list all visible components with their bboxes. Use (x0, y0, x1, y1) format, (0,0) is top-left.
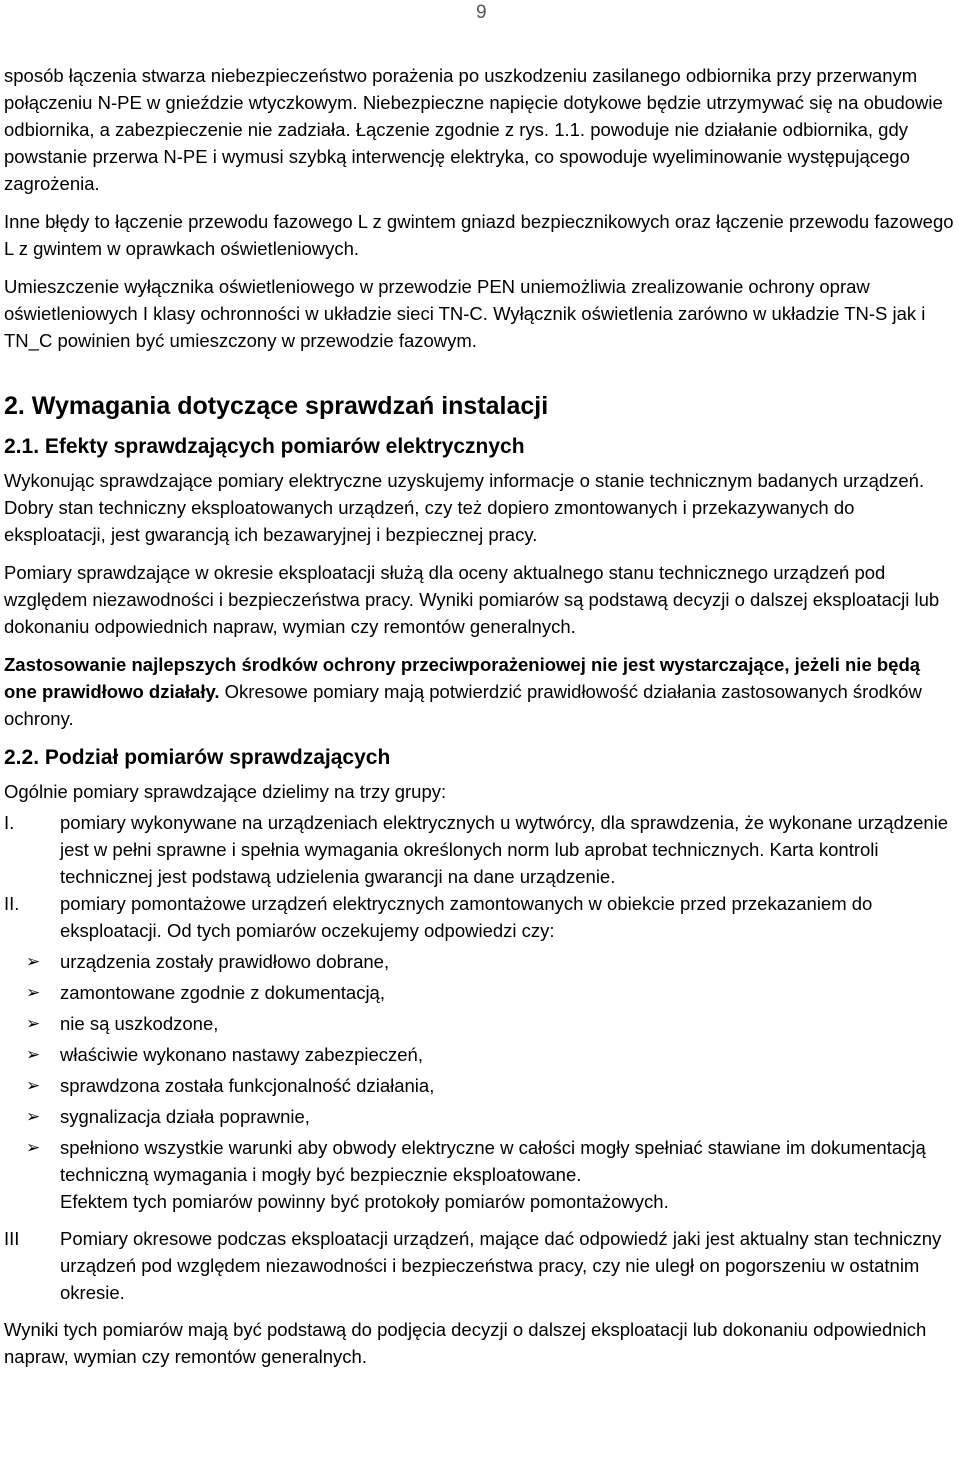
arrowhead-bullet-icon: ➢ (26, 1076, 41, 1095)
group-2-effect: Efektem tych pomiarów powinny być protokoły pomiarów pomontażowych. (60, 1191, 669, 1212)
arrowhead-bullet-icon: ➢ (26, 1107, 41, 1126)
paragraph-periodic-measurements: Pomiary sprawdzające w okresie eksploatacji służą dla oceny aktualnego stanu technicznego urządzeń pod względem niezawodności i bezpieczeństwa pracy. Wyniki pomiarów są podstawą decyzji o dalszej eksploatacji lub dokonaniu odpowiednich napraw, wymian czy remontów generalnych. (4, 562, 940, 637)
list-item-text: spełniono wszystkie warunki aby obwody elektryczne w całości mogły spełniać stawiane im dokumentacją techniczną wymagania i mogły być bezpiecznie eksploatowane. (60, 1137, 926, 1185)
group-text: pomiary wykonywane na urządzeniach elektrycznych u wytwórcy, dla sprawdzenia, że wykonane urządzenie jest w pełni sprawne i spełnia wymagania określonych norm lub aprobat technicznych. Karta kontroli technicznej jest podstawą udzielenia gwarancji na dane urządzenie. (60, 812, 949, 887)
paragraph-conclusion: Wyniki tych pomiarów mają być podstawą do podjęcia decyzji o dalszej eksploatacji lub dokonaniu odpowiednich napraw, wymian czy remontów generalnych. (4, 1319, 927, 1367)
paragraph-measurements-info: Wykonując sprawdzające pomiary elektryczne uzyskujemy informacje o stanie technicznym badanych urządzeń. Dobry stan techniczny eksploatowanych urządzeń, czy też dopiero zmontowanych i przekazywanych do eksploatacji, jest gwarancją ich bezawaryjnej i bezpiecznej pracy. (4, 470, 925, 545)
paragraph-protection-warning (4, 651, 956, 732)
list-item-text: zamontowane zgodnie z dokumentacją, (60, 982, 385, 1003)
measurement-group-2 (4, 890, 956, 944)
list-item-text: właściwie wykonano nastawy zabezpieczeń, (60, 1044, 423, 1065)
arrowhead-bullet-icon: ➢ (26, 1138, 41, 1157)
list-item (4, 1134, 956, 1188)
measurement-group-3 (4, 1225, 956, 1306)
list-item (4, 948, 956, 975)
list-item-text: sygnalizacja działa poprawnie, (60, 1106, 310, 1127)
list-item-text: nie są uszkodzone, (60, 1013, 219, 1034)
list-item (4, 1041, 956, 1068)
paragraph-other-errors: Inne błędy to łączenie przewodu fazowego L z gwintem gniazd bezpiecznikowych oraz łączenie przewodu fazowego L z gwintem w oprawkach oświetleniowych. (4, 211, 954, 259)
list-item (4, 1010, 956, 1037)
list-item (4, 1072, 956, 1099)
arrowhead-bullet-icon: ➢ (26, 1014, 41, 1033)
list-item (4, 979, 956, 1006)
section-2-2-heading: 2.2. Podział pomiarów sprawdzających (4, 746, 391, 769)
section-2-1-heading: 2.1. Efekty sprawdzających pomiarów elektrycznych (4, 435, 525, 458)
list-item-text: urządzenia zostały prawidłowo dobrane, (60, 951, 390, 972)
section-2-heading: 2. Wymagania dotyczące sprawdzań instalacji (4, 392, 549, 420)
group-number: II. (4, 893, 20, 914)
arrowhead-bullet-icon: ➢ (26, 952, 41, 971)
arrowhead-bullet-icon: ➢ (26, 1045, 41, 1064)
group-number: III (4, 1228, 20, 1249)
expectations-list (4, 948, 956, 1188)
group-number: I. (4, 812, 15, 833)
list-item-text: sprawdzona została funkcjonalność działania, (60, 1075, 435, 1096)
measurement-group-1 (4, 809, 956, 890)
protection-warning-bold: Zastosowanie najlepszych środków ochrony przeciwporażeniowej nie jest wystarczające, jeżeli nie będą one prawidłowo działały. (4, 654, 921, 702)
page-number: 9 (476, 2, 487, 23)
paragraph-switch-placement: Umieszczenie wyłącznika oświetleniowego w przewodzie PEN uniemożliwia zrealizowanie ochrony opraw oświetleniowych I klasy ochronności w układzie sieci TN-C. Wyłącznik oświetlenia zarówno w układzie TN-S jak i TN_C powinien być umieszczony w przewodzie fazowym. (4, 276, 926, 351)
arrowhead-bullet-icon: ➢ (26, 983, 41, 1002)
document-content (4, 62, 956, 1381)
paragraph-groups-intro: Ogólnie pomiary sprawdzające dzielimy na trzy grupy: (4, 781, 447, 802)
group-text: Pomiary okresowe podczas eksploatacji urządzeń, mające dać odpowiedź jaki jest aktualny stan techniczny urządzeń pod względem niezawodności i bezpieczeństwa pracy, czy nie uległ on pogorszeniu w ostatnim okresie. (60, 1228, 942, 1303)
paragraph-connection-danger: sposób łączenia stwarza niebezpieczeństwo porażenia po uszkodzeniu zasilanego odbiornika przy przerwanym połączeniu N-PE w gnieździe wtyczkowym. Niebezpieczne napięcie dotykowe będzie utrzymywać się na obudowie odbiornika, a zabezpieczenie nie zadziała. Łączenie zgodnie z rys. 1.1. powoduje nie działanie odbiornika, gdy powstanie przerwa N-PE i wymusi szybką interwencję elektryka, co spowoduje wyeliminowanie występującego zagrożenia. (4, 65, 943, 194)
list-item (4, 1103, 956, 1130)
protection-warning-rest: Okresowe pomiary mają potwierdzić prawidłowość działania zastosowanych środków ochrony. (4, 681, 922, 729)
group-text: pomiary pomontażowe urządzeń elektrycznych zamontowanych w obiekcie przed przekazaniem do eksploatacji. Od tych pomiarów oczekujemy odpowiedzi czy: (60, 893, 873, 941)
